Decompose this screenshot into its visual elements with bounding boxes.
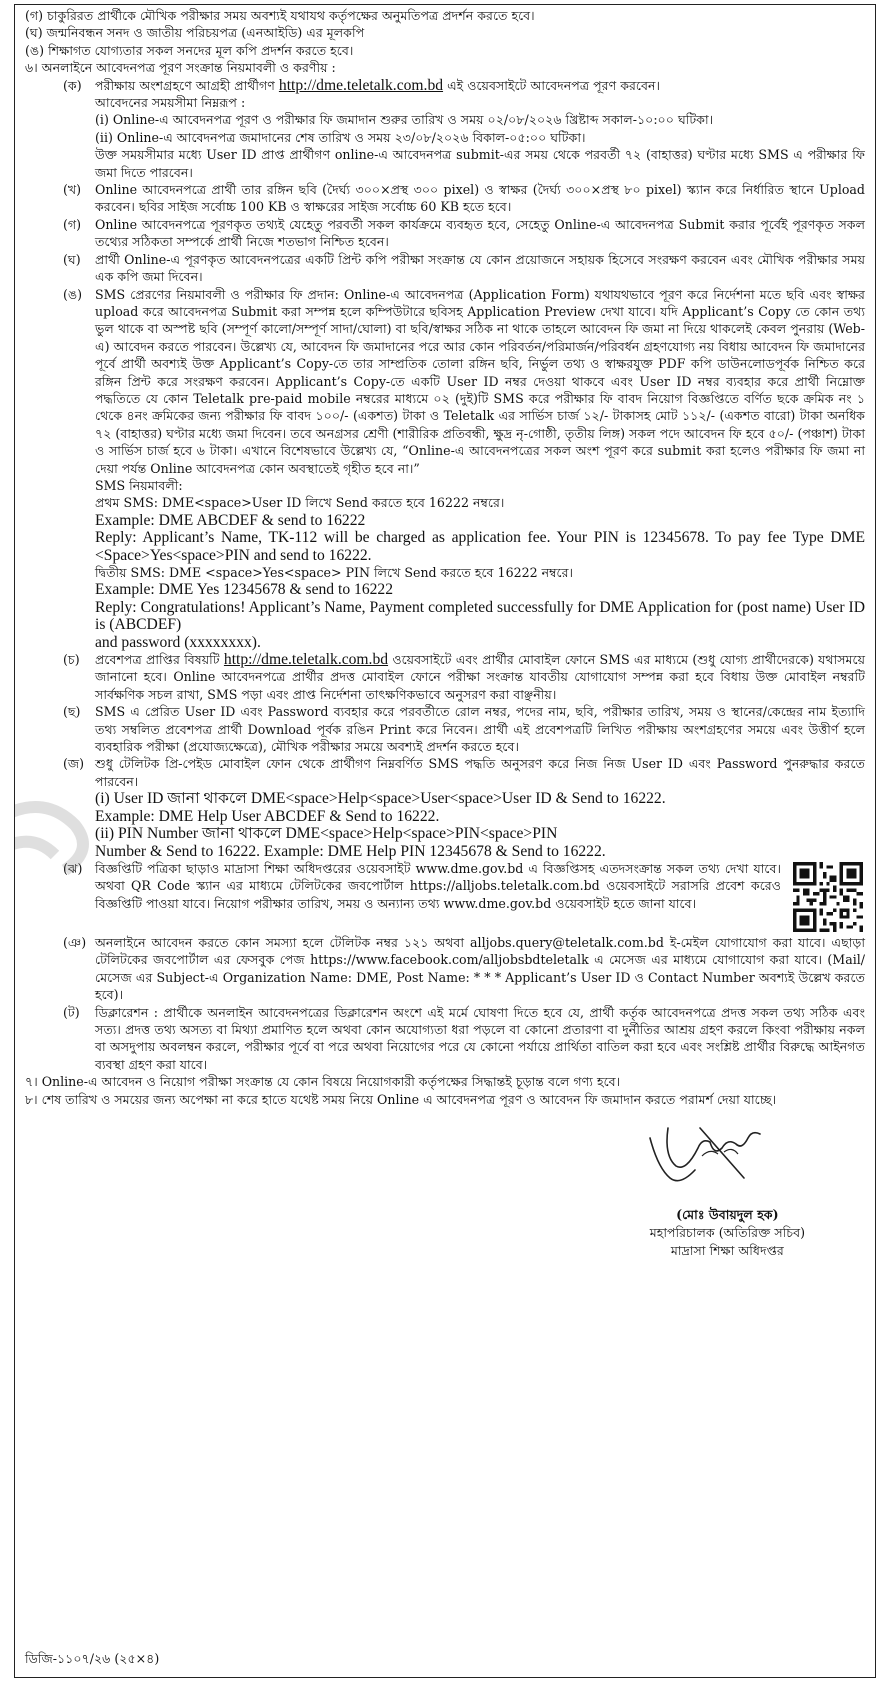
item-text: (ii) Online-এ আবেদনপত্র জমাদানের শেষ তারিখ ও সময় ২৩/০৮/২০২৬ বিকাল-০৫:০০ ঘটিকা।: [95, 129, 586, 145]
item-label: (জ): [63, 756, 85, 772]
item-ka: [25, 77, 865, 181]
item-ja: [25, 755, 865, 859]
item-gha: [25, 251, 865, 286]
item-text: ডিক্লারেশন : প্রার্থীকে অনলাইন আবেদনপত্রের ডিক্লারেশন অংশে এই মর্মে ঘোষণা দিতে হবে যে, প্রার্থী কর্তৃক আবেদনপত্রে প্রদত্ত সকল তথ্য সঠিক এবং সত্য। প্রদত্ত তথ্য অসত্য বা মিথ্যা প্রমাণিত হলে অথবা কোন অযোগ্যতা ধরা পড়লে বা কোনো প্রতারণা বা দুর্নীতির আশ্রয় গ্রহণ করলে কিংবা পরীক্ষায় নকল বা অসদুপায় অবলম্বন করলে, পরীক্ষার পূর্বে বা পরে অথবা নিয়োগের পরে যে কোনো পর্যায়ে প্রার্থিতা বাতিল করা হবে এবং সংশ্লিষ্ট প্রার্থীর বিরুদ্ধে আইনগত ব্যবস্থা গ্রহণ করা যাবে।: [95, 1004, 865, 1072]
reference-number: ডিজি-১১০৭/২৬ (২৫×৪): [25, 1651, 160, 1666]
item-label: (খ): [63, 182, 82, 198]
sms-first: প্রথম SMS: DME<space>User ID লিখে Send করতে হবে 16222 নম্বরে।: [95, 495, 505, 511]
recovery-user-id: (i) User ID জানা থাকলে DME<space>Help<space>User<space>User ID & Send to 16222.: [95, 790, 666, 808]
recovery-pin: (ii) PIN Number জানা থাকলে DME<space>Help<space>PIN<space>PIN: [95, 825, 558, 843]
item-text: আবেদনের সময়সীমা নিম্নরূপ :: [95, 95, 246, 111]
item-text: উক্ত সময়সীমার মধ্যে User ID প্রাপ্ত প্রার্থীগণ online-এ আবেদনপত্র submit-এর সময় থেকে পরবর্তী ৭২ (বাহাত্তর) ঘণ্টার মধ্যে SMS এ পরীক্ষার ফি জমা দিতে পারবেন।: [95, 147, 865, 180]
item-text: প্রার্থী Online-এ পূরণকৃত আবেদনপত্রের একটি প্রিন্ট কপি পরীক্ষা সংক্রান্ত যে কোন প্রয়োজনে সহায়ক হিসেবে সংরক্ষণ করবেন এবং মৌখিক পরীক্ষার সময় এক কপি জমা দিবেন।: [95, 251, 865, 285]
item-text: Online আবেদনপত্রে প্রার্থী তার রঙ্গিন ছবি (দৈর্ঘ্য ৩০০×প্রস্থ ৩০০ pixel) ও স্বাক্ষর (দৈর্ঘ্য ৩০০×প্রস্থ ৮০ pixel) স্ক্যান করে নির্ধারিত স্থানে Upload করবেন। ছবির সাইজ সর্বোচ্চ 100 KB ও স্বাক্ষরের সাইজ সর্বোচ্চ 60 KB হতে হবে।: [95, 182, 865, 215]
item-kha: [25, 181, 865, 216]
signatory-block: [650, 1206, 805, 1260]
item-text: শুধু টেলিটক প্রি-পেইড মোবাইল ফোন থেকে প্রার্থীগণ নিম্নবর্ণিত SMS পদ্ধতি অনুসরণ করে নিজ নিজ User ID এবং Password পুনরুদ্ধার করতে পারবেন।: [95, 756, 865, 789]
notice-page: [14, 4, 876, 1678]
item-text: (i) Online-এ আবেদনপত্র পূরণ ও পরীক্ষার ফি জমাদান শুরুর তারিখ ও সময় ০২/০৮/২০২৬ খ্রিষ্টাব্দ সকাল-১০:০০ ঘটিকা।: [95, 112, 714, 128]
handwritten-signature: [640, 1108, 770, 1198]
item-label: (ঞ): [63, 934, 87, 950]
intro-line-ga: (গ) চাকুরিরত প্রার্থীকে মৌখিক পরীক্ষার সময় অবশ্যই যথাযথ কর্তৃপক্ষের অনুমতিপত্র প্রদর্শন করতে হবে।: [25, 8, 535, 23]
item-ta: [25, 1004, 865, 1074]
item-text: SMS এ প্রেরিত User ID এবং Password ব্যবহার করে পরবর্তীতে রোল নম্বর, পদের নাম, ছবি, পরীক্ষার তারিখ, সময় ও স্থানের/কেন্দ্রের নাম ইত্যাদি তথ্য সম্বলিত প্রবেশপত্র প্রার্থী Download পূর্বক রঙিন Print করে নিবেন। প্রার্থী এই প্রবেশপত্রটি লিখিত পরীক্ষায় অংশগ্রহণের সময়ে এবং উত্তীর্ণ হলে ব্যবহারিক পরীক্ষা (প্রযোজ্যক্ষেত্রে), মৌখিক পরীক্ষার সময়ে অবশ্যই প্রদর্শন করতে হবে।: [95, 704, 865, 755]
item-label: (ঙ): [63, 286, 83, 302]
recovery-pin-example: Number & Send to 16222. Example: DME Help PIN 12345678 & Send to 16222.: [95, 842, 606, 860]
notice-content: [15, 5, 875, 1288]
signatory-designation: মহাপরিচালক (অতিরিক্ত সচিব): [649, 1224, 805, 1240]
item-text: এই ওয়েবসাইটে আবেদনপত্র পূরণ করবেন।: [447, 77, 661, 93]
sms-second: দ্বিতীয় SMS: DME <space>Yes<space> PIN লিখে Send করতে হবে 16222 নম্বরে।: [95, 565, 574, 580]
item-label: (চ): [63, 652, 80, 668]
sms-reply-2-password: and password (xxxxxxxx).: [95, 633, 261, 651]
intro-line-uma: (ঙ) শিক্ষাগত যোগ্যতার সকল সনদের মূল কপি প্রদর্শন করতে হবে।: [25, 42, 354, 58]
item-ga: [25, 216, 865, 251]
item-label: (গ): [63, 216, 82, 232]
item-text: অনলাইনে আবেদন করতে কোন সমস্যা হলে টেলিটক নম্বর ১২১ অথবা alljobs.query@teletalk.com.bd ই-মেইল যোগাযোগ করা যাবে। এছাড়া টেলিটকের জবপোর্টাল এর ফেসবুক পেজ https://www.facebook.com/alljobsbdteletalk এ মেসেজ এর মাধ্যমে যোগাযোগ করা যাবে। (Mail/মেসেজ এর Subject-এ Organization Name: DME, Post Name: * * * Applicant’s User ID ও Contact Number অবশ্যই উল্লেখ করতে হবে)।: [95, 934, 865, 1003]
website-link[interactable]: http://dme.teletalk.com.bd: [223, 651, 389, 669]
sms-example-1: Example: DME ABCDEF & send to 16222: [95, 511, 366, 529]
signature-area: [25, 1108, 865, 1288]
sms-reply-1: Reply: Applicant’s Name, TK-112 will be charged as application fee. Your PIN is 12345678. To pay fee Type DME <Space>Yes<space>PIN and send to 16222.: [95, 529, 865, 564]
section-six-heading: ৬। অনলাইনে আবেদনপত্র পূরণ সংক্রান্ত নিয়মাবলী ও করণীয় :: [25, 60, 336, 76]
section-seven: ৭। Online-এ আবেদন ও নিয়োগ পরীক্ষা সংক্রান্ত যে কোন বিষয়ে নিয়োগকারী কর্তৃপক্ষের সিদ্ধান্তই চূড়ান্ত বলে গণ্য হবে।: [25, 1074, 621, 1090]
intro-line-gha: (ঘ) জন্মনিবন্ধন সনদ ও জাতীয় পরিচয়পত্র (এনআইডি) এর মূলকপি: [25, 25, 365, 41]
item-cha: [25, 651, 865, 703]
sms-example-2: Example: DME Yes 12345678 & send to 16222: [95, 581, 394, 599]
item-text: প্রবেশপত্র প্রাপ্তির বিষয়টি: [95, 652, 220, 668]
sms-reply-2: Reply: Congratulations! Applicant’s Name, Payment completed successfully for DME Application for (post name) User ID is (ABCDEF): [95, 598, 865, 634]
item-text: Online আবেদনপত্রে পূরণকৃত তথ্যই যেহেতু পরবর্তী সকল কার্যক্রমে ব্যবহৃত হবে, সেহেতু Online-এ আবেদনপত্র Submit করার পূর্বেই পূরণকৃত সকল তথ্যের সঠিকতা সম্পর্কে প্রার্থী নিজে শতভাগ নিশ্চিত হবেন।: [95, 216, 865, 250]
item-text: পরীক্ষায় অংশগ্রহণে আগ্রহী প্রার্থীগণ: [95, 77, 275, 93]
item-label: (ট): [63, 1004, 80, 1020]
item-text: ওয়েবসাইটে এবং প্রার্থীর মোবাইল ফোনে SMS এর মাধ্যমে (শুধু যোগ্য প্রার্থীদেরকে) যথাসময়ে জানানো হবে। Online আবেদনপত্রে প্রার্থীর প্রদত্ত মোবাইল ফোনে পরীক্ষা সংক্রান্ত যাবতীয় যোগাযোগ সম্পন্ন করা হবে বিধায় উক্ত মোবাইল নম্বরটি সার্বক্ষণিক সচল রাখা, SMS পড়া এবং প্রাপ্ত নির্দেশনা তাৎক্ষণিকভাবে অনুসরণ করা বাঞ্ছনীয়।: [95, 652, 865, 702]
item-label: (ছ): [63, 704, 81, 720]
item-text: বিজ্ঞপ্তিটি পত্রিকা ছাড়াও মাদ্রাসা শিক্ষা অধিদপ্তরের ওয়েবসাইট www.dme.gov.bd এ বিজ্ঞপ্তিসহ এতদসংক্রান্ত সকল তথ্য দেখা যাবে। অথবা QR Code স্ক্যান এর মাধ্যমে টেলিটকের জবপোর্টাল https://alljobs.teletalk.com.bd ওয়েবসাইটে সরাসরি প্রবেশ করেও বিজ্ঞপ্তিটি পাওয়া যাবে। নিয়োগ পরীক্ষার তারিখ, সময় ও অন্যান্য তথ্য www.dme.gov.bd ওয়েবসাইট হতে জানা যাবে।: [95, 860, 781, 911]
item-label: (ক): [63, 77, 82, 93]
item-label: (ঝ): [63, 860, 83, 876]
item-jha: [25, 860, 865, 934]
qr-code-icon[interactable]: [793, 862, 863, 932]
section-eight: ৮। শেষ তারিখ ও সময়ের জন্য অপেক্ষা না করে হাতে যথেষ্ট সময় নিয়ে Online এ আবেদনপত্র পূরণ ও আবেদন ফি জমাদান করতে পরামর্শ দেয়া যাচ্ছে।: [25, 1091, 777, 1107]
sms-rules-title: SMS নিয়মাবলী:: [95, 477, 183, 493]
item-body: [95, 77, 865, 181]
website-link[interactable]: http://dme.teletalk.com.bd: [278, 76, 444, 94]
item-nya: [25, 934, 865, 1004]
signatory-office: মাদ্রাসা শিক্ষা অধিদপ্তর: [670, 1242, 784, 1258]
signatory-name: (মোঃ উবায়দুল হক): [676, 1206, 779, 1222]
recovery-example: Example: DME Help User ABCDEF & Send to 16222.: [95, 807, 440, 825]
item-label: (ঘ): [63, 251, 81, 267]
item-uma: [25, 286, 865, 652]
item-chha: [25, 703, 865, 755]
item-text: SMS প্রেরণের নিয়মাবলী ও পরীক্ষার ফি প্রদান: Online-এ আবেদনপত্র (Application Form) যথাযথভাবে পূরণ করে নির্দেশনা মতে ছবি এবং স্বাক্ষর upload করে আবেদনপত্র Submit করা সম্পন্ন হলে কম্পিউটারে ছবিসহ Application Preview দেখা যাবে। যদি Applicant’s Copy তে কোন তথ্য ভুল থাকে বা অস্পষ্ট ছবি (সম্পূর্ণ কালো/সম্পূর্ণ সাদা/ঘোলা) বা ছবি/স্বাক্ষর সঠিক না থাকে তাহলে আবেদন ফি জমা না দিয়ে থাকলেই কেবল পুনরায় (Web-এ) আবেদন করতে পারবেন। উল্লেখ্য যে, আবেদন ফি জমাদানের পরে আর কোন পরিবর্তন/পরিমার্জন/পরিবর্ধন গ্রহণযোগ্য নয় বিধায় আবেদন ফি জমাদানের পূর্বে প্রার্থী অবশ্যই উক্ত Applicant’s Copy-তে তার সাম্প্রতিক তোলা রঙ্গিন ছবি, নির্ভুল তথ্য ও স্বাক্ষরযুক্ত PDF কপি ডাউনলোডপূর্বক নিশ্চিত করে রঙ্গিন প্রিন্ট করে সংরক্ষণ করবেন। Applicant’s Copy-তে একটি User ID নম্বর দেওয়া থাকবে এবং User ID নম্বর ব্যবহার করে প্রার্থী নিম্নোক্ত পদ্ধতিতে যে কোন Teletalk pre-paid mobile নম্বরের মাধ্যমে ০২ (দুই)টি SMS করে পরীক্ষার ফি বাবদ নিয়োগ বিজ্ঞপ্তিতে বর্ণিত ছকে ক্রমিক নং ১ থেকে ৪নং ক্রমিকের জন্য পরীক্ষার ফি বাবদ ১০০/- (একশত) টাকা ও Teletalk এর সার্ভিস চার্জ ১২/- টাকাসহ মোট ১১২/- (একশত বারো) টাকা অনধিক ৭২ (বাহাত্তর) ঘণ্টার মধ্যে জমা দিবেন। তবে অনগ্রসর শ্রেণী (শারীরিক প্রতিবন্ধী, ক্ষুদ্র নৃ-গোষ্ঠী, তৃতীয় লিঙ্গ) সকল পদে আবেদন ফি হবে ৫০/- (পঞ্চাশ) টাকা ও সার্ভিস চার্জ হবে ৬ টাকা। এখানে বিশেষভাবে উল্লেখ্য যে, “Online-এ আবেদনপত্রের সকল অংশ পূরণ করে submit করা হলেও পরীক্ষার ফি জমা না দেয়া পর্যন্ত Online আবেদনপত্র কোন অবস্থাতেই গৃহীত হবে না।”: [95, 286, 865, 476]
